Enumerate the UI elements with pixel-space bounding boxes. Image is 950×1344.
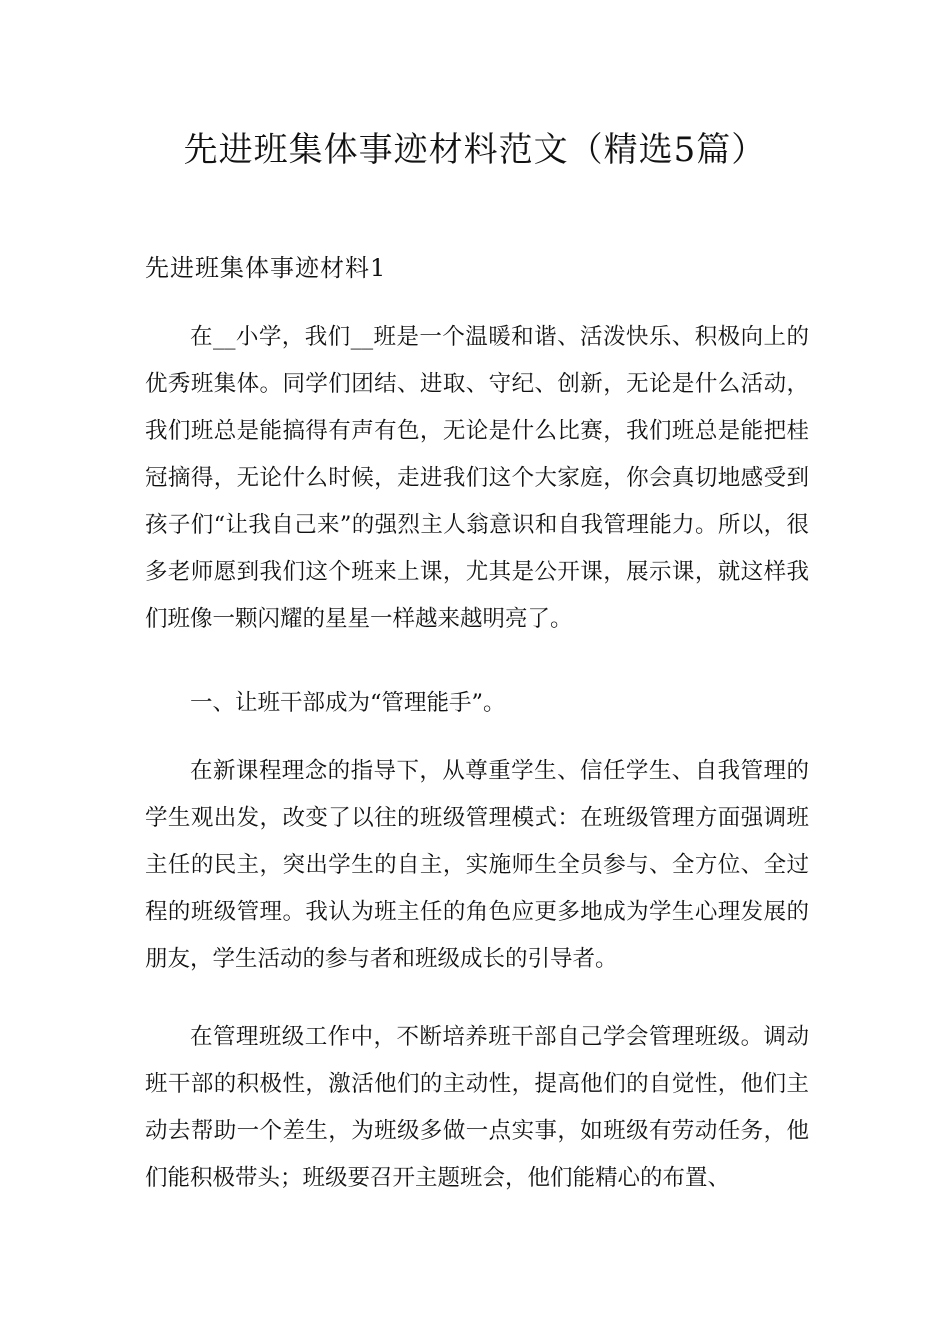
section-heading: 先进班集体事迹材料1	[145, 254, 387, 282]
paragraph-subheading: 一、让班干部成为“管理能手”。	[190, 690, 506, 716]
paragraph-class-cadres: 在管理班级工作中，不断培养班干部自己学会管理班级。调动班干部的积极性，激活他们的主动性，提高他们的自觉性，他们主动去帮助一个差生，为班级多做一点实事，如班级有劳动任务，他们能积极带头；班级要召开主题班会，他们能精心的布置、	[145, 1024, 809, 1191]
document-title: 先进班集体事迹材料范文（精选5篇）	[183, 130, 767, 170]
paragraph-management-concept: 在新课程理念的指导下，从尊重学生、信任学生、自我管理的学生观出发，改变了以往的班级管理模式：在班级管理方面强调班主任的民主，突出学生的自主，实施师生全员参与、全方位、全过程的班级管理。我认为班主任的角色应更多地成为学生心理发展的朋友，学生活动的参与者和班级成长的引导者。	[145, 758, 809, 972]
paragraph-intro: 在__小学，我们__班是一个温暖和谐、活泼快乐、积极向上的优秀班集体。同学们团结、进取、守纪、创新，无论是什么活动，我们班总是能搞得有声有色，无论是什么比赛，我们班总是能把桂冠摘得，无论什么时候，走进我们这个大家庭，你会真切地感受到孩子们“让我自己来”的强烈主人翁意识和自我管理能力。所以，很多老师愿到我们这个班来上课，尤其是公开课，展示课，就这样我们班像一颗闪耀的星星一样越来越明亮了。	[145, 324, 809, 632]
